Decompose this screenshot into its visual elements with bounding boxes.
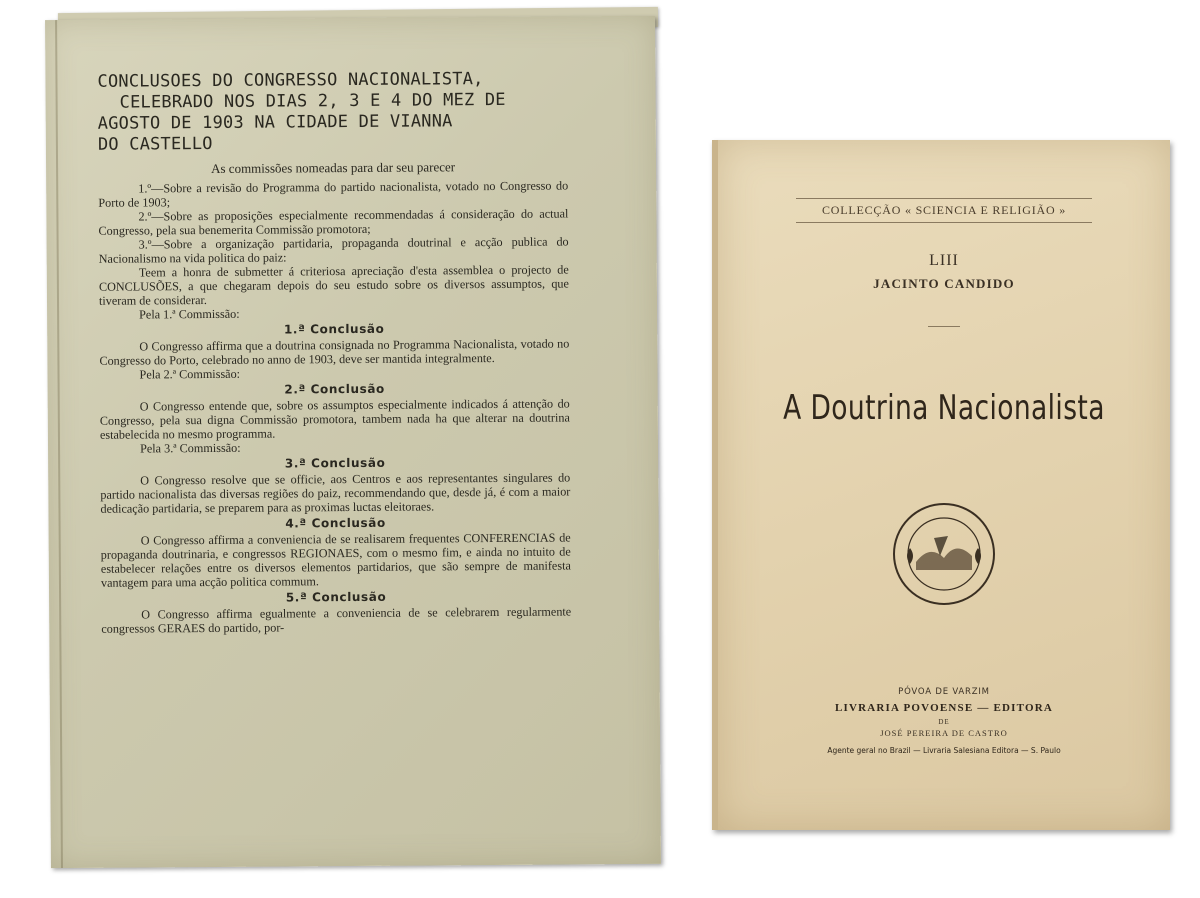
title-line-1: CONCLUSOES DO CONGRESSO NACIONALISTA, bbox=[97, 69, 484, 92]
conclusao-5-text: O Congresso affirma egualmente a conveniencia de se celebrarem regularmente congressos GERAES do partido, por- bbox=[101, 604, 572, 636]
conclusao-5-heading: 5.ª Conclusão bbox=[285, 589, 387, 605]
commissao-1: Pela 1.ª Commissão: bbox=[139, 306, 240, 322]
publisher-agent: Agente geral no Brazil — Livraria Salesiana Editora — S. Paulo bbox=[827, 746, 1061, 755]
title-line-4: DO CASTELLO bbox=[97, 133, 213, 155]
paragraph-3: 3.º—Sobre a organização partidaria, propaganda doutrinal e acção publica do Nacionalismo na vida politica do paiz: bbox=[98, 234, 569, 266]
conclusao-1-heading: 1.ª Conclusão bbox=[283, 321, 385, 337]
publisher-place: PÓVOA DE VARZIM bbox=[898, 687, 990, 697]
conclusao-3-text: O Congresso resolve que se officie, aos Centros e aos representantes singulares do partido nacionalista das diversas regiões do paiz, recommendando que, desde já, é com a maior dedicação partidaria, se preparem para as proximas luctas eleitoraes. bbox=[100, 470, 571, 516]
conclusao-1-text: O Congresso affirma que a doutrina consignada no Programma Nacionalista, votado no Congresso do Porto, celebrado no anno de 1903, deve ser mantida integralmente. bbox=[99, 336, 570, 368]
conclusao-4-text: O Congresso affirma a conveniencia de se realisarem frequentes CONFERENCIAS de propaganda doutrinaria, e congressos REGIONAES, com o mesmo fim, e ainda no intuito de estabelecer relações entre os diversos elementos partidarios, que são sempre de manifesta vantagem para uma acção politica commum. bbox=[100, 530, 571, 590]
conclusions-document bbox=[45, 16, 661, 868]
series-rule bbox=[796, 222, 1092, 223]
document-title bbox=[97, 68, 568, 155]
publisher-de: DE bbox=[938, 718, 950, 726]
conclusao-3-heading: 3.ª Conclusão bbox=[284, 455, 386, 471]
top-rule bbox=[796, 198, 1092, 199]
publisher-name: LIVRARIA POVOENSE — EDITORA bbox=[834, 702, 1054, 714]
conclusao-4-heading: 4.ª Conclusão bbox=[285, 515, 386, 531]
publisher-seal-icon bbox=[890, 500, 998, 608]
commissao-2: Pela 2.ª Commissão: bbox=[139, 366, 241, 382]
author-name: JACINTO CANDIDO bbox=[873, 276, 1015, 291]
series-title: COLLECÇÃO « SCIENCIA E RELIGIÃO » bbox=[821, 203, 1067, 217]
commissao-3: Pela 3.ª Commissão: bbox=[139, 440, 241, 456]
title-line-3: AGOSTO DE 1903 NA CIDADE DE VIANNA bbox=[97, 111, 453, 134]
book-title: A Doutrina Nacionalista bbox=[783, 388, 1105, 428]
title-line-2: CELEBRADO NOS DIAS 2, 3 E 4 DO MEZ DE bbox=[119, 89, 506, 113]
paragraph-1: 1.º—Sobre a revisão do Programma do partido nacionalista, votado no Congresso do Porto de 1903; bbox=[98, 178, 569, 210]
volume-number: LIII bbox=[929, 252, 959, 269]
conclusao-2-text: O Congresso entende que, sobre os assumptos especialmente indicados á attenção do Congresso, pela sua digna Commissão promotora, tambem nada ha que alterar na doutrina estabelecida no mesmo programma. bbox=[99, 396, 570, 442]
paragraph-4: Teem a honra de submetter á criteriosa apreciação d'esta assemblea o projecto de CONCLUSÕES, a que chegaram depois do seu estudo sobre os diversos assumptos, que tiveram de considerar. bbox=[98, 262, 569, 308]
author-rule bbox=[928, 326, 960, 327]
book-cover bbox=[712, 140, 1170, 830]
conclusao-2-heading: 2.ª Conclusão bbox=[284, 381, 385, 397]
paragraph-2: 2.º—Sobre as proposições especialmente recommendadas á consideração do actual Congresso, pela sua benemerita Commissão promotora; bbox=[98, 206, 569, 238]
document-subtitle: As commissões nomeadas para dar seu parecer bbox=[211, 159, 456, 176]
publisher-owner: JOSÉ PEREIRA DE CASTRO bbox=[880, 728, 1008, 738]
document-text bbox=[97, 68, 571, 635]
